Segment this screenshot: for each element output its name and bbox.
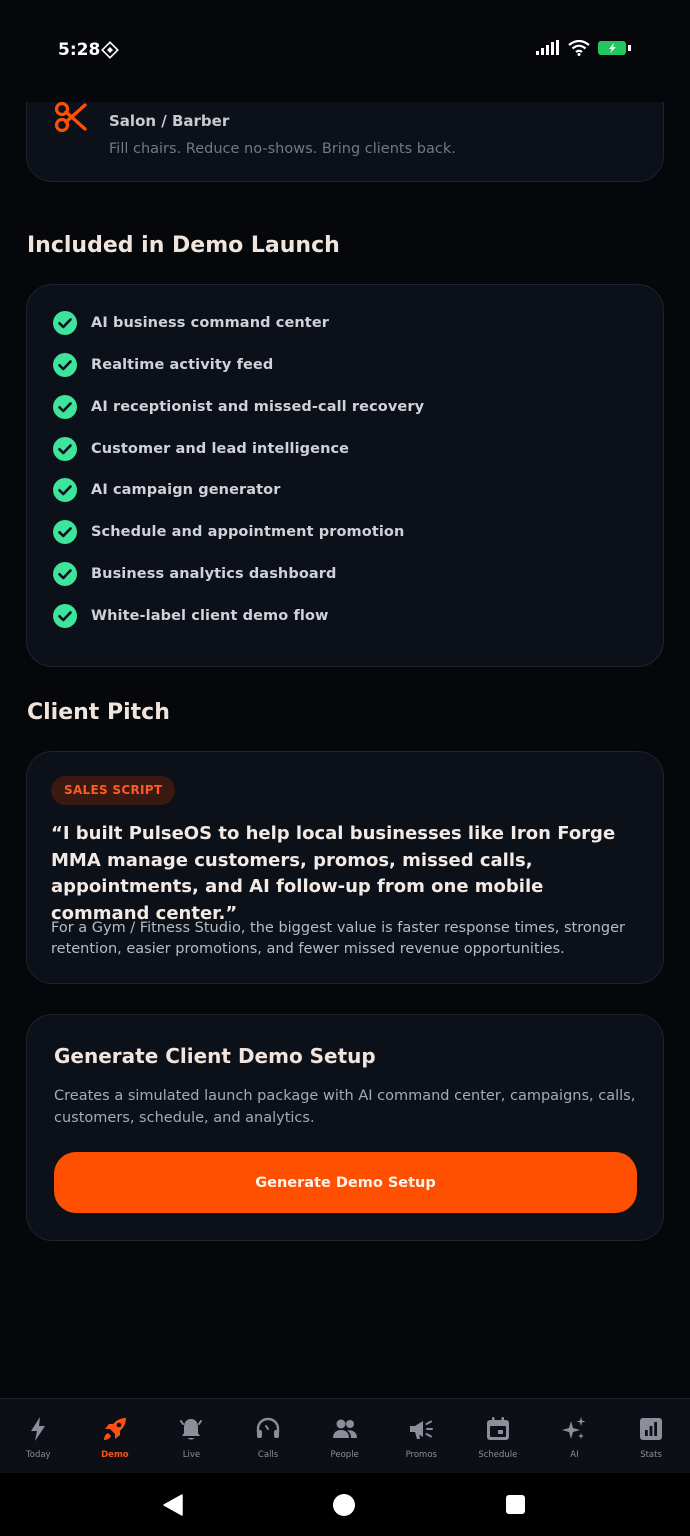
bottom-tab-bar [0,1398,690,1473]
generate-description: Creates a simulated launch package with AI command center, campaigns, calls, customers, schedule, and analytics. [54,1088,636,1126]
check-circle-icon [53,311,77,335]
feature-item [53,437,349,461]
chart-icon [637,1415,665,1443]
feature-item [53,395,424,419]
feature-label: Business analytics dashboard [91,566,337,582]
included-features-card [26,284,664,667]
tab-label: Live [182,1450,201,1460]
system-nav-bar [0,1473,690,1536]
status-bar [0,0,690,102]
tab-ai[interactable] [536,1399,613,1474]
tab-label: Schedule [478,1450,518,1460]
feature-label: White-label client demo flow [91,608,329,624]
tab-people[interactable] [306,1399,383,1474]
status-time: 5:28 [58,40,101,60]
feature-label: AI receptionist and missed-call recovery [91,399,425,415]
business-type-title: Salon / Barber [109,112,230,130]
sparkles-icon [560,1415,588,1443]
tab-calls[interactable] [230,1399,307,1474]
client-pitch-card [26,751,664,984]
headset-icon [254,1415,282,1443]
feature-item [53,311,329,335]
bell-icon [177,1415,205,1443]
feature-item [53,520,404,544]
tab-label: AI [570,1450,579,1460]
check-circle-icon [53,604,77,628]
lightning-icon [24,1415,52,1443]
rocket-icon [101,1415,129,1443]
business-type-card-salon[interactable] [26,102,664,182]
sales-script-badge: SALES SCRIPT [51,776,175,805]
check-circle-icon [53,520,77,544]
feature-item [53,562,337,586]
feature-item [53,604,329,628]
back-icon[interactable] [162,1493,184,1522]
feature-label: Customer and lead intelligence [91,441,350,457]
generate-demo-card [26,1014,664,1241]
feature-item [53,353,273,377]
check-circle-icon [53,437,77,461]
feature-label: Realtime activity feed [91,357,274,373]
feature-label: AI business command center [91,315,330,331]
tab-demo[interactable] [77,1399,154,1474]
tab-label: People [330,1450,359,1460]
tab-live[interactable] [153,1399,230,1474]
tab-label: Calls [257,1450,279,1460]
scissors-icon [53,102,89,140]
pitch-body: For a Gym / Fitness Studio, the biggest value is faster response times, stronger retention, easier promotions, and fewer missed revenue opportunities. [51,920,626,957]
tab-today[interactable] [0,1399,77,1474]
check-circle-icon [53,353,77,377]
tab-label: Stats [640,1450,662,1460]
recents-icon[interactable] [506,1495,525,1514]
feature-item [53,478,281,502]
tab-label: Promos [405,1450,437,1460]
tab-schedule[interactable] [460,1399,537,1474]
check-circle-icon [53,562,77,586]
tab-stats[interactable] [613,1399,690,1474]
signal-icon [536,40,560,61]
included-section-title: Included in Demo Launch [27,233,340,258]
generate-demo-setup-button[interactable]: Generate Demo Setup [54,1152,637,1213]
tab-label: Today [26,1450,51,1460]
battery-icon [598,40,632,61]
feature-label: Schedule and appointment promotion [91,524,405,540]
cast-icon [101,41,119,64]
people-icon [331,1415,359,1443]
feature-label: AI campaign generator [91,482,281,498]
tab-promos[interactable] [383,1399,460,1474]
tab-label: Demo [101,1450,129,1460]
pitch-quote: “I built PulseOS to help local businesses like Iron Forge MMA manage customers, promos, missed calls, appointments, and AI follow-up from one mobile command center.” [51,823,616,924]
business-type-subtitle: Fill chairs. Reduce no-shows. Bring clients back. [109,141,456,157]
calendar-icon [484,1415,512,1443]
pitch-section-title: Client Pitch [27,700,170,725]
wifi-icon [568,40,590,61]
scroll-content[interactable] [0,102,690,1398]
check-circle-icon [53,478,77,502]
generate-title: Generate Client Demo Setup [54,1044,376,1068]
home-icon[interactable] [333,1494,355,1516]
check-circle-icon [53,395,77,419]
status-icons [536,40,632,61]
megaphone-icon [407,1415,435,1443]
